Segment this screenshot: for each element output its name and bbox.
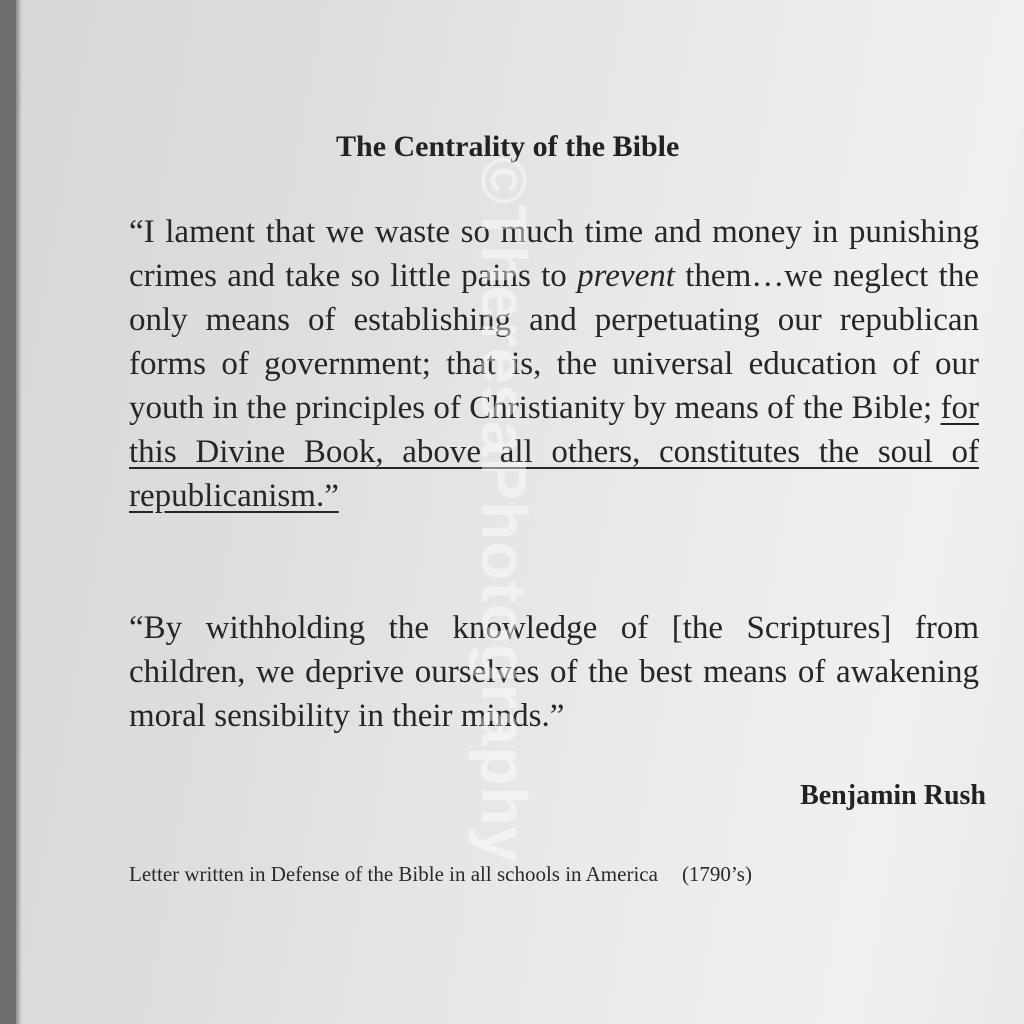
source-text: Letter written in Defense of the Bible in all schools in America xyxy=(129,862,658,886)
quote-first-text: “I lament that we waste so much time and money in punishing crimes and take so little pains to xyxy=(129,214,979,294)
quote-first xyxy=(129,210,979,518)
quote-second: “By withholding the knowledge of [the Scriptures] from children, we deprive ourselves of the best means of awakening moral sensibility in their minds.” xyxy=(129,610,979,734)
watermark-text: ©TheresaPhotography xyxy=(468,156,540,864)
quote-first-underlined: for this Divine Book, above all others, constitutes the soul of republicanism.” xyxy=(129,390,979,514)
source-year: (1790’s) xyxy=(681,862,752,886)
quote-first-middle: them…we neglect the only means of establishing and perpetuating our republican forms of government; that is, the universal education of our youth in the principles of Christianity by means of the Bible; xyxy=(129,258,980,426)
author-name: Benjamin Rush xyxy=(800,780,986,811)
document-title: The Centrality of the Bible xyxy=(336,130,680,163)
paper-sheet xyxy=(16,0,1024,1024)
source-citation xyxy=(129,862,752,887)
quote-first-italic: prevent xyxy=(577,258,675,294)
